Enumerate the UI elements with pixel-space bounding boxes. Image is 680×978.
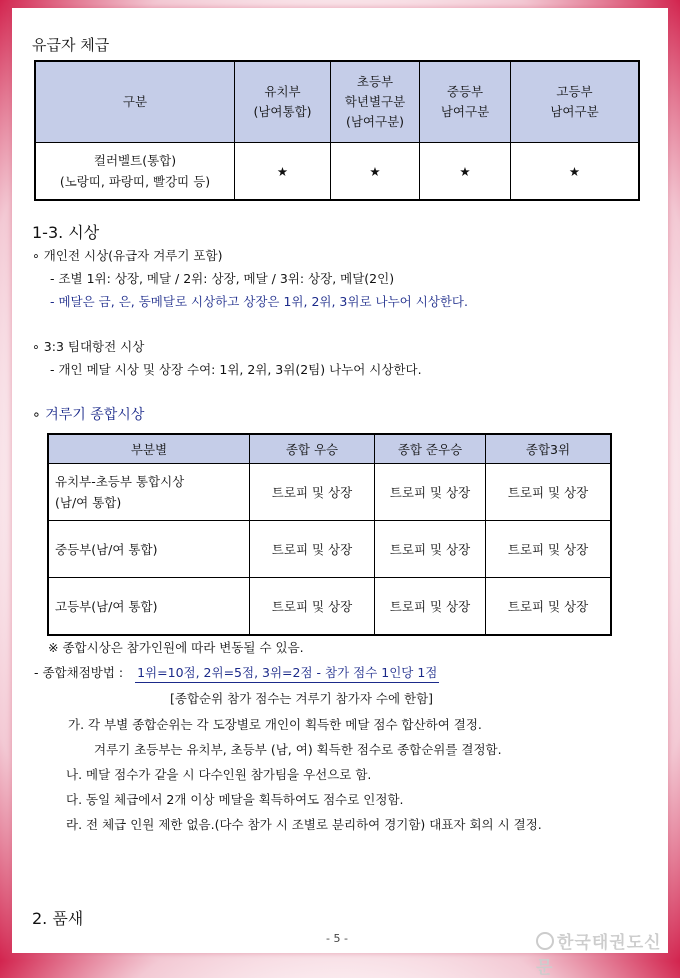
overall-awards-table (47, 433, 612, 636)
header-third: 종합3위 (486, 434, 612, 464)
header-runner-up: 종합 준우승 (375, 434, 486, 464)
weight-class-table (34, 60, 640, 201)
header-champion: 종합 우승 (250, 434, 375, 464)
document-page (12, 8, 668, 978)
header-high: 고등부 남여구분 (511, 61, 640, 143)
rule-na: 나. 메달 점수가 같을 시 다수인원 참가팀을 우선으로 함. (66, 767, 372, 782)
rule-ga-sub: 겨루기 초등부는 유치부, 초등부 (남, 여) 획득한 점수로 종합순위를 결정함. (94, 742, 502, 757)
award-cell: 트로피 및 상장 (375, 464, 486, 521)
table-header-row (35, 61, 639, 143)
newspaper-watermark: 한국태권도신문 (536, 933, 662, 978)
award-cell: 트로피 및 상장 (375, 578, 486, 636)
table-row (35, 143, 639, 201)
scoring-method (34, 663, 439, 681)
scoring-label: - 종합채점방법 : (34, 665, 124, 680)
rule-ga: 가. 각 부별 종합순위는 각 도장별로 개인이 획득한 메달 점수 합산하여 결정. (68, 717, 482, 732)
row-label-color-belt: 컬러벨트(통합) (노랑띠, 파랑띠, 빨강띠 등) (35, 143, 235, 201)
star-mark: ★ (420, 143, 511, 201)
header-division: 부분별 (48, 434, 250, 464)
award-cell: 트로피 및 상장 (486, 578, 612, 636)
star-mark: ★ (235, 143, 331, 201)
row-label: 중등부(남/여 통합) (48, 521, 250, 578)
section-awards-title: 1-3. 시상 (32, 223, 100, 242)
scoring-value: 1위=10점, 2위=5점, 3위=2점 - 참가 점수 1인당 1점 (135, 665, 439, 683)
overall-awards-title: 겨루기 종합시상 (45, 407, 145, 423)
individual-awards-line1: - 조별 1위: 상장, 메달 / 2위: 상장, 메달 / 3위: 상장, 메달(2인) (50, 271, 395, 286)
overall-awards-heading (32, 404, 144, 424)
watermark-logo-icon (536, 932, 554, 950)
table-row (48, 464, 611, 521)
header-elementary: 초등부 학년별구분 (남여구분) (331, 61, 420, 143)
award-cell: 트로피 및 상장 (375, 521, 486, 578)
row-label: 고등부(남/여 통합) (48, 578, 250, 636)
rule-ra: 라. 전 체급 인원 제한 없음.(다수 참가 시 조별로 분리하여 경기함) 대표자 회의 시 결정. (66, 817, 542, 832)
award-cell: 트로피 및 상장 (250, 464, 375, 521)
rule-da: 다. 동일 체급에서 2개 이상 메달을 획득하여도 점수로 인정함. (66, 792, 404, 807)
row-label: 유치부-초등부 통합시상 (남/여 통합) (48, 464, 250, 521)
award-cell: 트로피 및 상장 (250, 578, 375, 636)
individual-awards-line2: - 메달은 금, 은, 동메달로 시상하고 상장은 1위, 2위, 3위로 나누어 시상한다. (50, 294, 468, 309)
star-mark: ★ (331, 143, 420, 201)
table-row (48, 578, 611, 636)
individual-awards-title: ∘ 개인전 시상(유급자 겨루기 포함) (32, 248, 223, 263)
table-header-row (48, 434, 611, 464)
team-awards-title: ∘ 3:3 팀대항전 시상 (32, 339, 145, 354)
table-row (48, 521, 611, 578)
page-number: - 5 - (326, 932, 348, 945)
header-category: 구분 (35, 61, 235, 143)
section-poomsae-title: 2. 품새 (32, 909, 84, 928)
heading-weight-class: 유급자 체급 (32, 36, 110, 54)
team-awards-line1: - 개인 메달 시상 및 상장 수여: 1위, 2위, 3위(2팀) 나누어 시상한다. (50, 362, 422, 377)
award-cell: 트로피 및 상장 (250, 521, 375, 578)
award-cell: 트로피 및 상장 (486, 464, 612, 521)
award-cell: 트로피 및 상장 (486, 521, 612, 578)
star-mark: ★ (511, 143, 640, 201)
scoring-bracket-note: [종합순위 참가 점수는 겨루기 참가자 수에 한함] (170, 691, 434, 706)
bullet: ∘ (32, 407, 41, 423)
header-middle: 중등부 남여구분 (420, 61, 511, 143)
header-kindergarten: 유치부 (남여통합) (235, 61, 331, 143)
note-variable: ※ 종합시상은 참가인원에 따라 변동될 수 있음. (48, 640, 304, 655)
